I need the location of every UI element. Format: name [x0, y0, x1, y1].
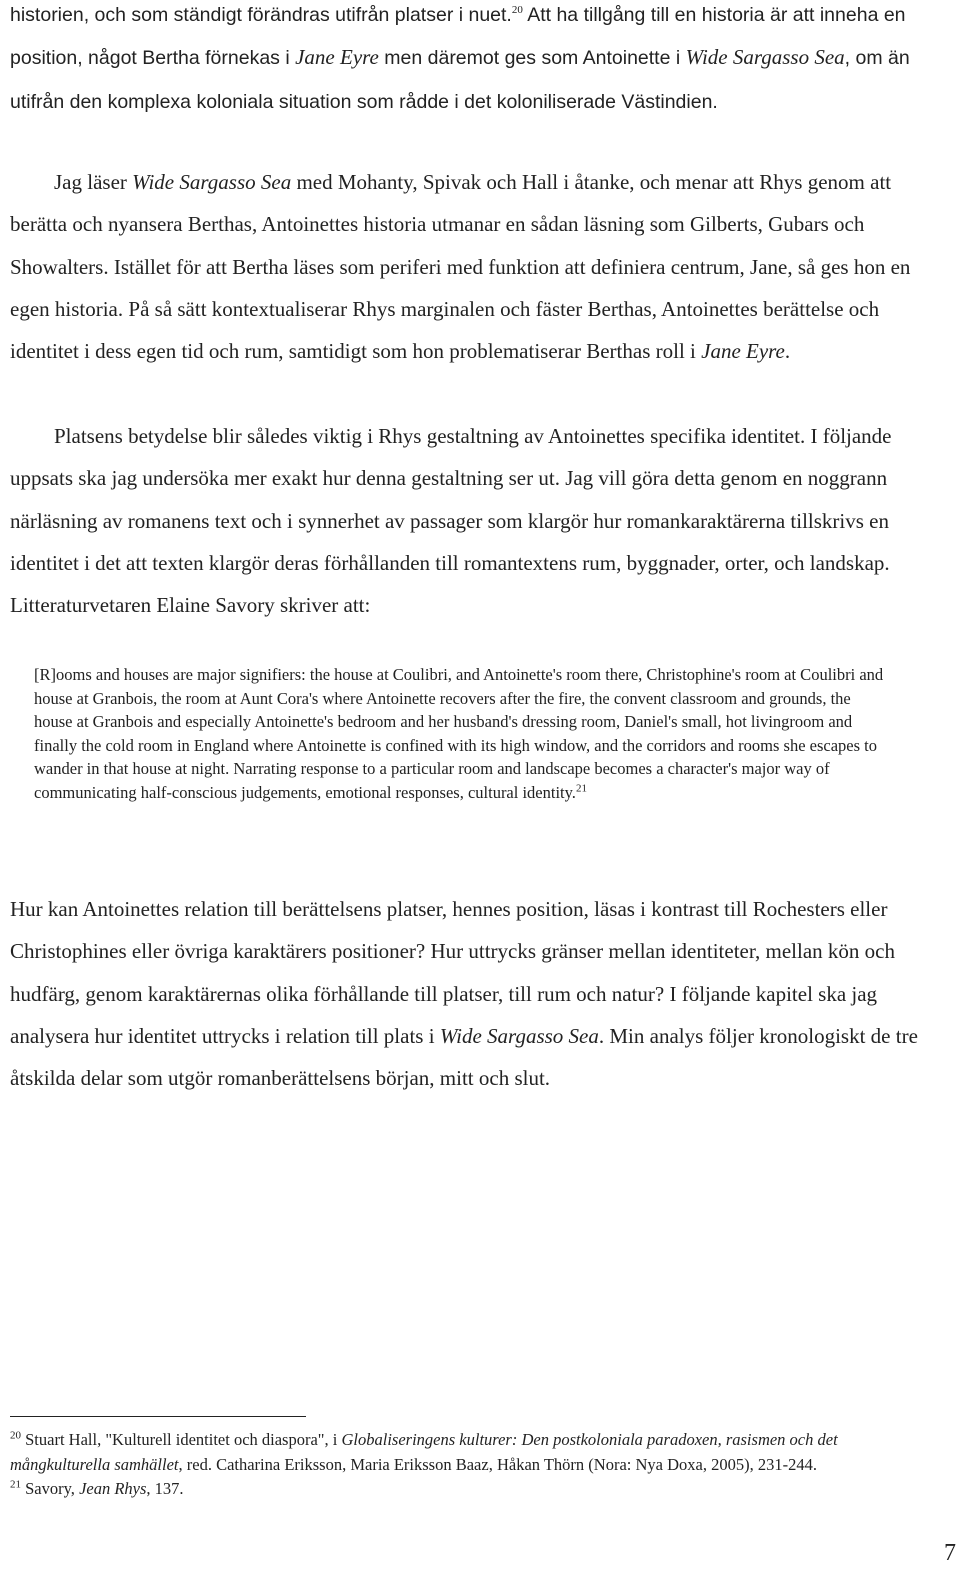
footnote-title: Globaliseringens kulturer: Den postkoloniala paradoxen, rasismen och det mångkulturella samhället: [10, 1430, 838, 1474]
paragraph-3-text: Litteraturvetaren Elaine Savory skriver att:: [10, 593, 371, 618]
paragraph-2-text: .: [784, 339, 791, 364]
paragraph-3-text: Jag vill göra detta genom en noggrann närläsning av romanens text och i synnerhet av passager som klargör hur romankaraktärerna tillskrivs en identitet i det att texten klargör deras förhållanden till romantextens rum, byggnader, orter, och landskap.: [10, 466, 890, 575]
footnote-text: Stuart Hall, "Kulturell identitet och diaspora", i: [21, 1430, 342, 1449]
footnotes: [10, 1428, 940, 1502]
footnote-text: , red. Catharina Eriksson, Maria Eriksson Baaz, Håkan Thörn (Nora: Nya Doxa, 2005), 231-244.: [178, 1454, 817, 1474]
paragraph-2: [10, 161, 940, 372]
paragraph-1-text: , om än utifrån den komplexa koloniala situation som rådde i det koloniliserade Västindien.: [10, 47, 910, 113]
book-title: Jane Eyre: [295, 45, 379, 70]
book-title: Wide Sargasso Sea: [439, 1023, 599, 1048]
book-title: Wide Sargasso Sea: [132, 170, 292, 194]
footnote-text: Savory,: [21, 1479, 80, 1498]
paragraph-2-text: Jag läser: [54, 170, 133, 194]
footnote-21: [10, 1477, 940, 1502]
block-quote-text: [R]ooms and houses are major signifiers: the house at Coulibri, and Antoinette's room there, Christophine's room at Coulibri and house at Granbois, the room at Aunt Cora's where Antoinette recovers after the fire, the convent classroom and grounds, the house at Granbois and especially Antoinette's bedroom and her husband's dressing room, Daniel's small, hot livingroom and finally the cold room in England where Antoinette is confined with its high window, and the corridors and rooms she escapes to wander in that house at night. Narrating response to a particular room and landscape becomes a character's major way of communicating half-conscious judgements, emotional responses, cultural identity.: [34, 665, 884, 802]
footnote-text: , 137.: [146, 1479, 184, 1498]
footnote-number: 21: [10, 1478, 21, 1491]
footnote-divider: [10, 1416, 306, 1417]
paragraph-2-text: med Mohanty, Spivak och Hall i åtanke, och menar att Rhys genom att berätta och nyansera Berthas, Antoinettes historia utmanar en sådan läsning som Gilberts, Gubars och Showalters.: [10, 170, 892, 279]
book-title: Jane Eyre: [701, 339, 785, 364]
paragraph-4: [10, 888, 940, 1099]
paragraph-1-text: historien, och som ständigt förändras utifrån platser i nuet.: [10, 4, 512, 26]
paragraph-2-text: Istället för att Bertha läses som periferi med funktion att definiera centrum, Jane, så ges hon en egen historia.: [10, 254, 911, 321]
footnote-number: 20: [10, 1429, 21, 1442]
footnote-ref-20[interactable]: 20: [511, 4, 523, 16]
footnote-title: Jean Rhys: [79, 1479, 147, 1498]
paragraph-1: [10, 0, 940, 123]
paragraph-2-text: På så sätt kontextualiserar Rhys marginalen och fäster Berthas, Antoinettes berättelse och identitet i dess egen tid och rum, samtidigt som hon problematiserar Berthas roll i: [10, 296, 880, 364]
footnote-20: [10, 1428, 940, 1477]
footnote-ref-21[interactable]: 21: [575, 782, 587, 795]
paragraph-3: [10, 415, 940, 626]
block-quote: [34, 663, 884, 805]
paragraph-4-text: . Min analys följer kronologiskt de tre åtskilda delar som utgör romanberättelsens början, mitt och slut.: [10, 1023, 918, 1091]
paragraph-1-text: Att ha tillgång till en historia är att inneha en position, något Bertha förnekas i: [10, 4, 906, 70]
paragraph-1-text: men däremot ges som Antoinette i: [378, 47, 686, 70]
book-title: Wide Sargasso Sea: [685, 45, 845, 70]
paragraph-4-text: Hur kan Antoinettes relation till berättelsens platser, hennes position, läsas i kontrast till Rochesters eller Christophines eller övriga karaktärers positioner? Hur uttrycks gränser mellan identiteter, mellan kön och hudfärg, genom karaktärernas olika förhållande till platser, till rum och natur? I följande kapitel ska jag analysera hur identitet uttrycks i relation till plats i: [10, 897, 895, 1048]
paragraph-3-text: Platsens betydelse blir således viktig i Rhys gestaltning av Antoinettes specifika identitet. I följande uppsats ska jag undersöka mer exakt hur denna gestaltning ser ut.: [10, 424, 892, 491]
page-number: 7: [944, 1540, 956, 1566]
